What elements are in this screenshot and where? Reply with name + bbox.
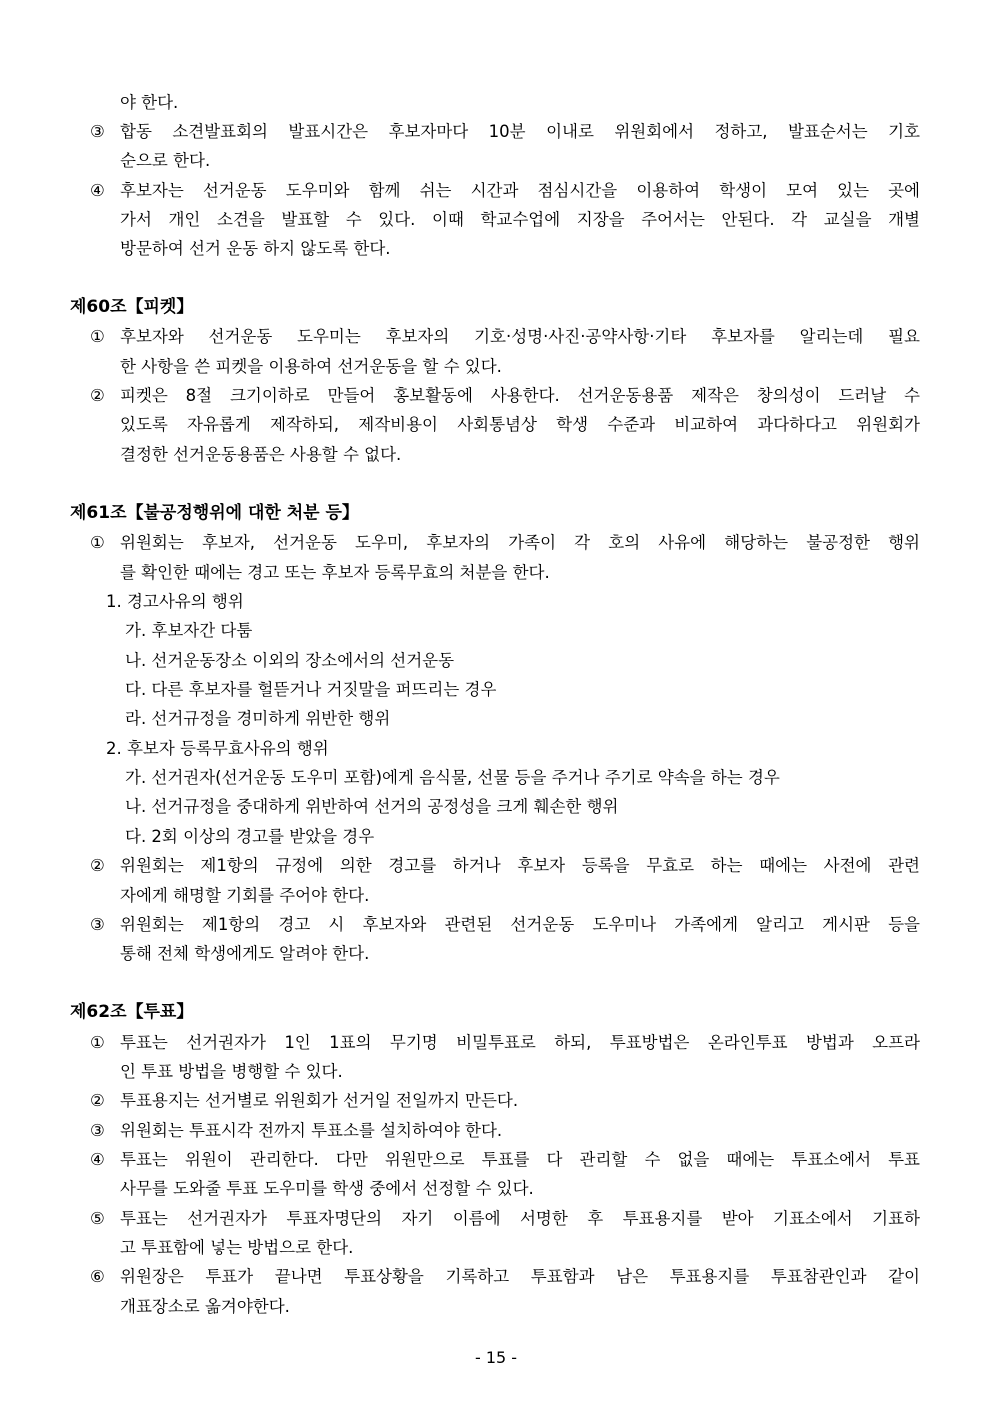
paragraph-line: 후보자와 선거운동 도우미는 후보자의 기호·성명·사진·공약사항·기타 후보자를 알리는데 필요 bbox=[120, 327, 920, 346]
subclause-item: 가. 선거권자(선거운동 도우미 포함)에게 음식물, 선물 등을 주거나 주기로 약속을 하는 경우 bbox=[125, 768, 780, 787]
item-marker: ② bbox=[90, 1091, 105, 1110]
paragraph-line: 위원회는 투표시각 전까지 투표소를 설치하여야 한다. bbox=[120, 1121, 503, 1140]
paragraph-line: 결정한 선거운동용품은 사용할 수 없다. bbox=[120, 445, 402, 464]
continuation-line: 야 한다. bbox=[120, 93, 179, 112]
subclause-item: 나. 선거운동장소 이외의 장소에서의 선거운동 bbox=[125, 651, 455, 670]
paragraph-line: 개표장소로 옮겨야한다. bbox=[120, 1297, 290, 1316]
article-heading: 제61조【불공정행위에 대한 처분 등】 bbox=[70, 503, 359, 523]
paragraph-line: 피켓은 8절 크기이하로 만들어 홍보활동에 사용한다. 선거운동용품 제작은 창의성이 드러날 수 bbox=[120, 386, 920, 405]
paragraph-line: 가서 개인 소견을 발표할 수 있다. 이때 학교수업에 지장을 주어서는 안된다. 각 교실을 개별 bbox=[120, 210, 920, 229]
item-marker: ⑤ bbox=[90, 1209, 105, 1228]
item-marker: ① bbox=[90, 327, 105, 346]
subclause-title: 1. 경고사유의 행위 bbox=[106, 592, 244, 611]
item-marker: ③ bbox=[90, 122, 105, 141]
article-heading: 제60조【피켓】 bbox=[70, 297, 194, 317]
subclause-item: 다. 2회 이상의 경고를 받았을 경우 bbox=[125, 827, 375, 846]
paragraph-line: 후보자는 선거운동 도우미와 함께 쉬는 시간과 점심시간을 이용하여 학생이 모여 있는 곳에 bbox=[120, 181, 920, 200]
paragraph-line: 투표용지는 선거별로 위원회가 선거일 전일까지 만든다. bbox=[120, 1091, 519, 1110]
item-marker: ⑥ bbox=[90, 1267, 105, 1286]
paragraph-line: 투표는 선거권자가 투표자명단의 자기 이름에 서명한 후 투표용지를 받아 기표소에서 기표하 bbox=[120, 1209, 920, 1228]
paragraph-line: 고 투표함에 넣는 방법으로 한다. bbox=[120, 1238, 354, 1257]
paragraph-line: 위원회는 제1항의 규정에 의한 경고를 하거나 후보자 등록을 무효로 하는 때에는 사전에 관련 bbox=[120, 856, 920, 875]
paragraph-line: 방문하여 선거 운동 하지 않도록 한다. bbox=[120, 239, 391, 258]
item-marker: ② bbox=[90, 856, 105, 875]
paragraph-line: 를 확인한 때에는 경고 또는 후보자 등록무효의 처분을 한다. bbox=[120, 563, 550, 582]
paragraph-line: 위원회는 후보자, 선거운동 도우미, 후보자의 가족이 각 호의 사유에 해당하는 불공정한 행위 bbox=[120, 533, 920, 552]
item-marker: ① bbox=[90, 1033, 105, 1052]
paragraph-line: 있도록 자유롭게 제작하되, 제작비용이 사회통념상 학생 수준과 비교하여 과다하다고 위원회가 bbox=[120, 415, 920, 434]
paragraph-line: 통해 전체 학생에게도 알려야 한다. bbox=[120, 944, 370, 963]
paragraph-line: 순으로 한다. bbox=[120, 151, 211, 170]
item-marker: ③ bbox=[90, 915, 105, 934]
article-heading: 제62조【투표】 bbox=[70, 1002, 194, 1022]
paragraph-line: 자에게 해명할 기회를 주어야 한다. bbox=[120, 886, 370, 905]
item-marker: ② bbox=[90, 386, 105, 405]
subclause-item: 나. 선거규정을 중대하게 위반하여 선거의 공정성을 크게 훼손한 행위 bbox=[125, 797, 619, 816]
paragraph-line: 투표는 위원이 관리한다. 다만 위원만으로 투표를 다 관리할 수 없을 때에는 투표소에서 투표 bbox=[120, 1150, 920, 1169]
item-marker: ① bbox=[90, 533, 105, 552]
paragraph-line: 인 투표 방법을 병행할 수 있다. bbox=[120, 1062, 343, 1081]
paragraph-line: 투표는 선거권자가 1인 1표의 무기명 비밀투표로 하되, 투표방법은 온라인투표 방법과 오프라 bbox=[120, 1033, 920, 1052]
paragraph-line: 합동 소견발표회의 발표시간은 후보자마다 10분 이내로 위원회에서 정하고, 발표순서는 기호 bbox=[120, 122, 920, 141]
paragraph-line: 위원회는 제1항의 경고 시 후보자와 관련된 선거운동 도우미나 가족에게 알리고 게시판 등을 bbox=[120, 915, 920, 934]
subclause-title: 2. 후보자 등록무효사유의 행위 bbox=[106, 739, 329, 758]
page-number: - 15 - bbox=[474, 1348, 518, 1367]
paragraph-line: 위원장은 투표가 끝나면 투표상황을 기록하고 투표함과 남은 투표용지를 투표참관인과 같이 bbox=[120, 1267, 920, 1286]
subclause-item: 가. 후보자간 다툼 bbox=[125, 621, 253, 640]
subclause-item: 라. 선거규정을 경미하게 위반한 행위 bbox=[125, 709, 391, 728]
subclause-item: 다. 다른 후보자를 헐뜯거나 거짓말을 퍼뜨리는 경우 bbox=[125, 680, 497, 699]
paragraph-line: 한 사항을 쓴 피켓을 이용하여 선거운동을 할 수 있다. bbox=[120, 357, 502, 376]
paragraph-line: 사무를 도와줄 투표 도우미를 학생 중에서 선정할 수 있다. bbox=[120, 1179, 534, 1198]
item-marker: ③ bbox=[90, 1121, 105, 1140]
item-marker: ④ bbox=[90, 181, 105, 200]
item-marker: ④ bbox=[90, 1150, 105, 1169]
